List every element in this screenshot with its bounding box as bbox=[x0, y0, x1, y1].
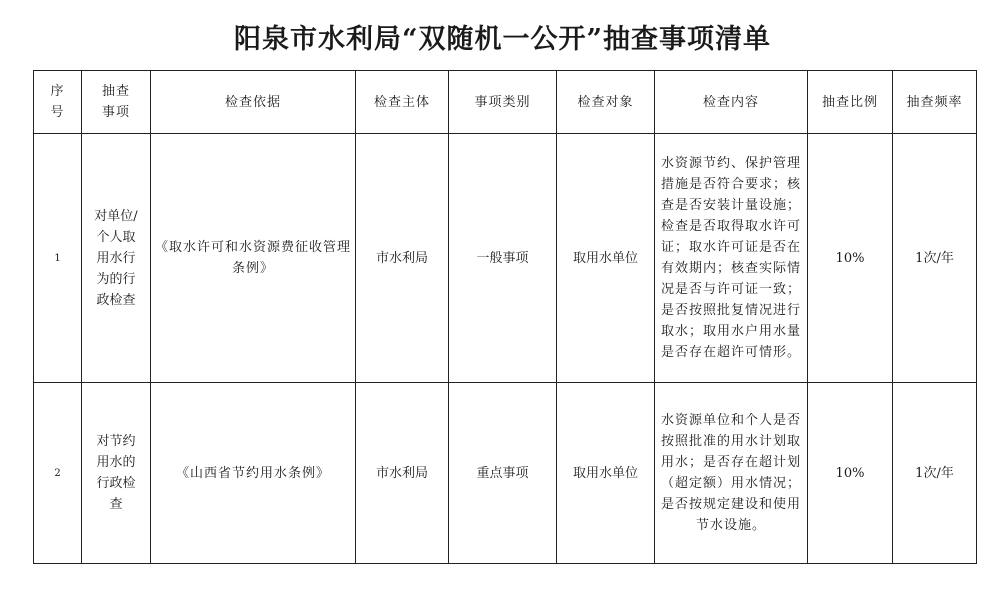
table-row bbox=[34, 383, 977, 564]
row-basis: 《山西省节约用水条例》 bbox=[151, 383, 356, 564]
row-subject: 市水利局 bbox=[356, 383, 449, 564]
row-ratio: 10% bbox=[808, 134, 893, 383]
header-basis: 检查依据 bbox=[151, 71, 356, 134]
row-frequency: 1次/年 bbox=[893, 134, 977, 383]
table-header-row bbox=[34, 71, 977, 134]
row-number: 1 bbox=[34, 134, 82, 383]
header-content: 检查内容 bbox=[655, 71, 808, 134]
row-frequency: 1次/年 bbox=[893, 383, 977, 564]
row-object: 取用水单位 bbox=[557, 134, 655, 383]
row-ratio: 10% bbox=[808, 383, 893, 564]
row-content: 水资源节约、保护管理措施是否符合要求；核查是否安装计量设施；检查是否取得取水许可证；取水许可证是否在有效期内；核查实际情况是否与许可证一致；是否按照批复情况进行取水；取用水户用水量是否存在超许可情形。 bbox=[655, 134, 808, 383]
row-basis: 《取水许可和水资源费征收管理条例》 bbox=[151, 134, 356, 383]
row-subject: 市水利局 bbox=[356, 134, 449, 383]
inspection-table bbox=[33, 70, 977, 564]
row-item: 对单位/个人取用水行为的行政检查 bbox=[82, 134, 151, 383]
header-category: 事项类别 bbox=[449, 71, 557, 134]
row-number: 2 bbox=[34, 383, 82, 564]
header-no: 序号 bbox=[34, 71, 82, 134]
row-content: 水资源单位和个人是否按照批准的用水计划取用水；是否存在超计划（超定额）用水情况；是否按规定建设和使用节水设施。 bbox=[655, 383, 808, 564]
row-category: 一般事项 bbox=[449, 134, 557, 383]
table-row bbox=[34, 134, 977, 383]
row-object: 取用水单位 bbox=[557, 383, 655, 564]
header-ratio: 抽查比例 bbox=[808, 71, 893, 134]
row-category: 重点事项 bbox=[449, 383, 557, 564]
row-item: 对节约用水的行政检查 bbox=[82, 383, 151, 564]
page-title: 阳泉市水利局“双随机一公开”抽查事项清单 bbox=[233, 24, 772, 55]
header-subject: 检查主体 bbox=[356, 71, 449, 134]
header-item: 抽查事项 bbox=[82, 71, 151, 134]
header-frequency: 抽查频率 bbox=[893, 71, 977, 134]
header-object: 检查对象 bbox=[557, 71, 655, 134]
